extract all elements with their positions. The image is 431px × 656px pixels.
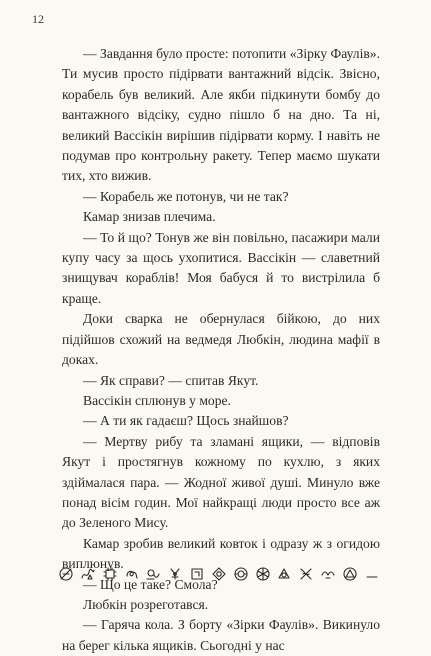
star-hook-glyph-icon [167, 566, 183, 582]
circle-cross-glyph-icon [58, 566, 74, 582]
paragraph: — Гаряча кола. З борту «Зірки Фаулів». Викинуло на берег кілька ящиків. Сьогодні у нас [62, 617, 380, 653]
cross-flourish-glyph-icon [298, 566, 314, 582]
paragraph: Вассікін сплюнув у море. [83, 392, 231, 408]
knot-triangle-glyph-icon [276, 566, 292, 582]
page-number: 12 [32, 12, 44, 26]
paragraph: Доки сварка не обернулася бійкою, до них підійшов схожий на ведмедя Любкін, людина мафії в доках. [62, 311, 380, 368]
paragraph: — Як справи? — спитав Якут. [83, 372, 259, 388]
paragraph: — Що це таке? Смола? [83, 576, 218, 592]
dash-glyph-icon [364, 566, 380, 582]
double-circle-glyph-icon [233, 566, 249, 582]
paragraph: — Корабель же потонув, чи не так? [83, 188, 289, 204]
bird-dash-glyph-icon [320, 566, 336, 582]
paragraph: — Завдання було просте: потопити «Зірку Фаулів». Ти мусив просто підірвати вантажний відсік. Звісно, корабель був великий. Але якби підкинути бомбу до вантажного відсіку, судно пішло б на дно. Та ні, великий Вассікін вирішив підірвати корму. І навіть не подумав про контрольну ракету. Тепер маємо шукати тих, хто вижив. [62, 46, 380, 184]
wave-triangle-glyph-icon [80, 566, 96, 582]
loop-spiral-glyph-icon [124, 566, 140, 582]
paragraph: Камар знизав плечима. [83, 209, 216, 225]
triangle-circle-glyph-icon [342, 566, 358, 582]
paragraph: Любкін розреготався. [83, 596, 209, 612]
paragraph: — Мертву рибу та зламані ящики, — відповів Якут і простягнув кожному по кухлю, з яких здіймалася пара. — Жодної живої душі. Минуло вже понад вісім годин. Мої найкращі люди просто все аж до Зеленого Мису. [62, 433, 380, 531]
paragraph: Камар зробив великий ковток і одразу ж з огидою виплюнув. [62, 535, 380, 572]
paragraph: — То й що? Тонув же він повільно, пасажири мали купу часу за щось ухопитися. Вассікін — славетний знищувач кораблів! Моя бабуся й то вистрілила б краще. [62, 229, 380, 306]
bracket-square-glyph-icon [189, 566, 205, 582]
asterisk-circle-glyph-icon [255, 566, 271, 582]
diamond-circle-glyph-icon [211, 566, 227, 582]
gnommish-cipher-strip [58, 563, 380, 585]
chip-square-glyph-icon [102, 566, 118, 582]
ring-squiggle-glyph-icon [145, 566, 161, 582]
paragraph: — А ти як гадаєш? Щось знайшов? [83, 413, 289, 429]
